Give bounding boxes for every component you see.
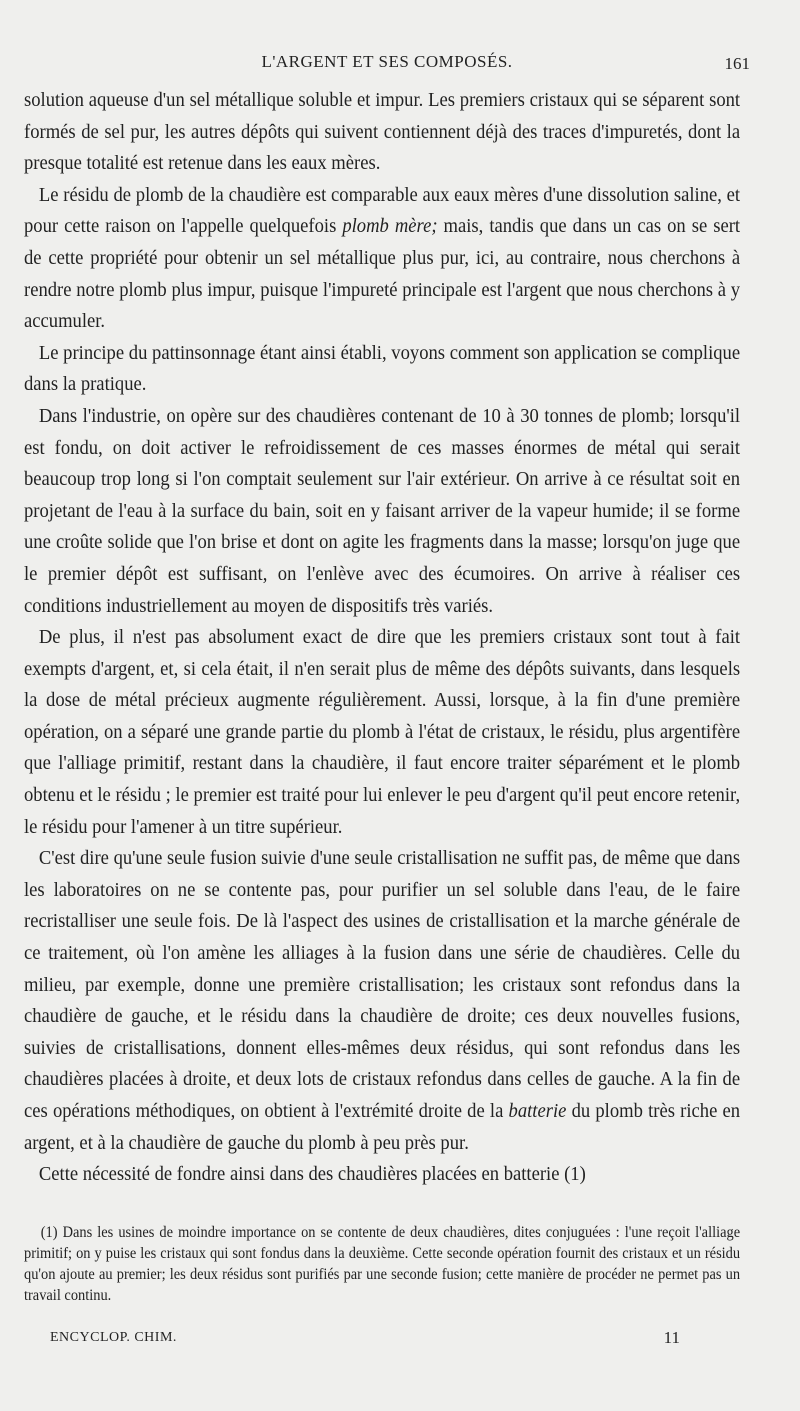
footnote-text: (1) Dans les usines de moindre importance on se contente de deux chaudières, dites conjuguées : l'une reçoit l'alliage primitif; on y puise les cristaux qui sont fondus dans la deuxième. Cette seconde opération fournit des cristaux et un résidu qu'on ajoute au premier; les deux résidus sont purifiés par une seconde fusion; cette manière de procéder ne permet pas un travail continu. [24, 1224, 741, 1304]
paragraph: Dans l'industrie, on opère sur des chaudières contenant de 10 à 30 tonnes de plomb; lorsqu'il est fondu, on doit activer le refroidissement de ces masses énormes de métal qui serait beaucoup trop long si l'on comptait seulement sur l'air extérieur. On arrive à ce résultat soit en projetant de l'eau à la surface du bain, soit en y faisant arriver de la vapeur humide; il se forme une croûte solide que l'on brise et dont on agite les fragments dans la masse; lorsqu'on juge que le premier dépôt est suffisant, on l'enlève avec des écumoires. On arrive à réaliser ces conditions industriellement au moyen de dispositifs très variés. [24, 404, 741, 617]
running-title: L'ARGENT ET SES COMPOSÉS. [261, 52, 513, 71]
paragraph: solution aqueuse d'un sel métallique soluble et impur. Les premiers cristaux qui se séparent sont formés de sel pur, les autres dépôts qui suivent contiennent déjà des traces d'impuretés, dont la presque totalité est retenue dans les eaux mères. [24, 89, 741, 175]
paragraph-text: Le résidu de plomb de la chaudière est comparable aux eaux mères d'une dissolution saline, et pour cette raison on l'appelle quelquefois [24, 183, 741, 238]
emphasis-text: batterie [508, 1100, 567, 1122]
footnote [24, 1222, 740, 1306]
paragraph: Cette nécessité de fondre ainsi dans des chaudières placées en batterie (1) [38, 1163, 586, 1186]
paragraph-text: C'est dire qu'une seule fusion suivie d'une seule cristallisation ne suffit pas, de même que dans les laboratoires on ne se contente pas, pour purifier un sel soluble dans l'eau, de le faire recristalliser une seule fois. De là l'aspect des usines de cristallisation et la marche générale de ce traitement, où l'on amène les alliages à la fusion dans une série de chaudières. Celle du milieu, par exemple, donne une première cristallisation; les cristaux sont refondus dans la chaudière de gauche, et le résidu dans la chaudière de droite; ces deux nouvelles fusions, suivies de cristallisations, donnent elles-mêmes deux résidus, qui sont refondus dans les chaudières placées à droite, et deux lots de cristaux refondus dans celles de gauche. A la fin de ces opérations méthodiques, on obtient à l'extrémité droite de la [24, 847, 741, 1122]
paragraph: De plus, il n'est pas absolument exact de dire que les premiers cristaux sont tout à fait exempts d'argent, et, si cela était, il n'en serait plus de même des dépôts suivants, dans lesquels la dose de métal précieux augmente régulièrement. Aussi, lorsque, à la fin d'une première opération, on a séparé une grande partie du plomb à l'état de cristaux, le résidu, plus argentifère que l'alliage primitif, restant dans la chaudière, il faut encore traiter séparément et le plomb obtenu et le résidu ; le premier est traité pour lui enlever le peu d'argent qu'il peut encore retenir, le résidu pour l'amener à un titre supérieur. [24, 626, 741, 838]
paragraph: Le principe du pattinsonnage étant ainsi établi, voyons comment son application se complique dans la pratique. [24, 341, 741, 396]
paragraph-text: mais, tandis que dans un cas on se sert de cette propriété pour obtenir un sel métallique plus pur, ici, au contraire, nous cherchons à rendre notre plomb plus impur, puisque l'impureté principale est l'argent que nous cherchons à y accumuler. [24, 215, 741, 333]
signature-number: 11 [663, 1328, 680, 1347]
paragraph-text: du plomb très riche en argent, et à la chaudière de gauche du plomb à peu près pur. [24, 1100, 741, 1154]
signature-line [50, 1330, 680, 1352]
running-head [24, 52, 750, 78]
body-text [24, 85, 740, 1191]
page-number: 161 [724, 54, 750, 73]
signature-mark: ENCYCLOP. CHIM. [50, 1330, 177, 1345]
emphasis-text: plomb mère; [342, 215, 438, 238]
paragraph [24, 180, 740, 338]
paragraph [24, 843, 740, 1159]
